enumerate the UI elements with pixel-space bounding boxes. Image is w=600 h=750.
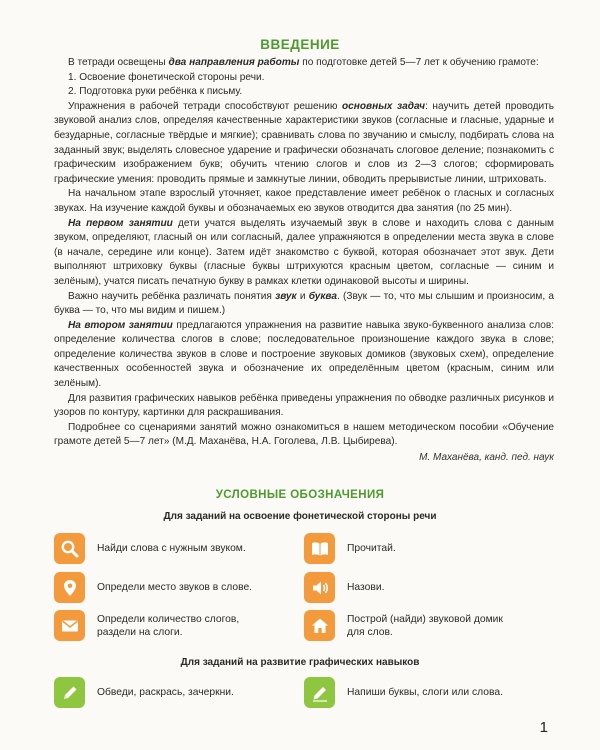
emphasis: буква: [308, 290, 338, 302]
graphic-skills-paragraph: Для развития графических навыков ребёнка приведены упражнения по обводке различных рисунков и узоров по контуру, картинки для раскрашивания.: [54, 392, 554, 419]
second-lesson-paragraph: [54, 319, 554, 392]
map-pin-icon: [54, 572, 85, 603]
legend-label: Определи место звуков в слове.: [97, 582, 253, 593]
book-icon: [304, 533, 335, 564]
legend-line: для слов.: [347, 626, 393, 638]
emphasis: На втором занятии: [68, 319, 173, 331]
legend-name: [304, 572, 384, 603]
legend-title: УСЛОВНЫЕ ОБОЗНАЧЕНИЯ: [215, 489, 385, 501]
legend-find-words: [54, 533, 246, 564]
legend-label: Найди слова с нужным звуком.: [97, 543, 246, 554]
legend-label: Обведи, раскрась, зачеркни.: [97, 687, 234, 698]
pen-icon: [304, 677, 335, 708]
house-icon: [304, 610, 335, 641]
emphasis: На первом занятии: [68, 217, 173, 229]
legend-line: Построй (найди) звуковой домик: [347, 613, 503, 625]
legend-label: Прочитай.: [347, 543, 396, 554]
text-run: Упражнения в рабочей тетради способствуют решению: [68, 100, 342, 112]
legend-write: [304, 677, 503, 708]
legend-line: Определи количество слогов,: [97, 613, 240, 625]
text-run: . (Звук — то, что мы слышим и произносим, а буква — то, что мы видим и пишем.): [54, 290, 554, 317]
envelope-icon: [54, 610, 85, 641]
legend-sound-place: [54, 572, 252, 603]
list-item: 2. Подготовка руки ребёнка к письму.: [68, 86, 243, 98]
text-run: В тетради освещены: [68, 57, 169, 68]
reference-paragraph: Подробнее со сценариями занятий можно ознакомиться в нашем методическом пособии «Обучение грамоте детей 5—7 лет» (М.Д. Маханёва, Н.А. Гоголева, Л.В. Цыбирева).: [54, 421, 554, 448]
first-lesson-paragraph: [54, 217, 554, 290]
sound-letter-paragraph: [54, 290, 554, 319]
emphasis: звук: [275, 290, 297, 302]
speaker-icon: [304, 572, 335, 603]
legend-read: [304, 533, 396, 564]
legend-label: [347, 613, 503, 639]
text-run: предлагаются упражнения на развитие навыка звуко-буквенного анализа слов: определение количества слогов в слове; последовательное произношение каждого звука в слове; определение количества звуков в слове и построение звуковых домиков (звуковых схем), определение качественных особенностей звука и обозначение их определённым цветом (красным, синим или зелёным).: [54, 319, 554, 390]
introduction-text: [54, 56, 554, 450]
initial-stage-paragraph: На начальном этапе взрослый уточняет, какое представление имеет ребёнок о гласных и согласных звуках. На изучение каждой буквы и обозначаемых ею звуков отводится два занятия (по 25 мин).: [54, 188, 554, 214]
tasks-paragraph: [54, 100, 554, 188]
text-run: : научить детей проводить звуковой анализ слов, определяя качественные характеристики звуков (согласные и гласные, ударные и безударные, согласные твёрдые и мягкие); сравнивать слова по звучанию и смыслу, подбирать слова на заданный звук; выделять словесное ударение и графически обозначать слоговое деление; познакомить с графическим изображением букв; обучить чтению слогов и слов из 2—3 слогов; сформировать графические умения: проводить прямые и замкнутые линии, обводить прерывистые линии, штриховать.: [54, 100, 555, 185]
emphasis: два направления работы: [168, 57, 300, 68]
legend-label: Назови.: [347, 582, 385, 593]
list-item: 1. Освоение фонетической стороны речи.: [68, 71, 265, 83]
legend-line: раздели на слоги.: [97, 626, 183, 638]
text-run: Важно научить ребёнка различать понятия: [68, 290, 276, 302]
legend-syllables: [54, 610, 239, 641]
pencil-icon: [54, 677, 85, 708]
phonetic-heading: Для заданий на освоение фонетической стороны речи: [163, 511, 437, 522]
legend-label: Напиши буквы, слоги или слова.: [347, 687, 503, 698]
legend-trace: [54, 677, 234, 708]
magnifier-icon: [54, 533, 85, 564]
legend-label: [97, 613, 239, 639]
text-run: дети учатся выделять изучаемый звук в слове и находить слова с данным звуком, определяют, гласный он или согласный, далее упражняются в определении места звука в слове (в начале, середине или конце). Затем идёт знакомство с буквой, которая обозначает этот звук. Дети выполняют штриховку буквы (гласные буквы штрихуются красным цветом, согласные — синим и зелёным), учатся писать печатную букву в рамках клетки одинаковой высоты и ширины.: [54, 217, 555, 287]
author-signature: М. Маханёва, канд. пед. наук: [419, 452, 554, 463]
page-number: 1: [539, 719, 548, 736]
text-run: по подготовке детей 5—7 лет к обучению грамоте:: [299, 57, 539, 68]
legend-sound-house: [304, 610, 503, 641]
text-run: и: [296, 290, 309, 302]
emphasis: основных задач: [341, 100, 426, 112]
intro-paragraph: [54, 56, 554, 71]
graphic-heading: Для заданий на развитие графических навыков: [180, 657, 420, 668]
page-title: ВВЕДЕНИЕ: [260, 37, 340, 52]
